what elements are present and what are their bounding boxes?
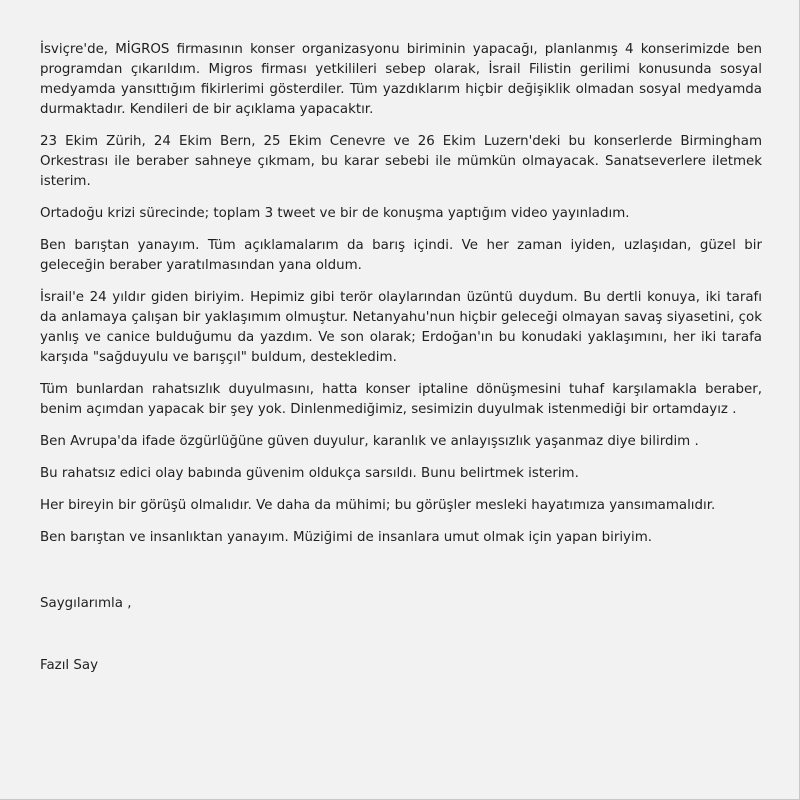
paragraph-7: Ben Avrupa'da ifade özgürlüğüne güven duyulur, karanlık ve anlayışsızlık yaşanmaz diye bilirdim . <box>40 434 699 449</box>
closing-salutation: Saygılarımla , <box>40 596 132 611</box>
paragraph-10: Ben barıştan ve insanlıktan yanayım. Müziğimi de insanlara umut olmak için yapan biriyim. <box>40 530 653 545</box>
signature-name: Fazıl Say <box>40 658 99 673</box>
paragraph-6: Tüm bunlardan rahatsızlık duyulmasını, hatta konser iptaline dönüşmesini tuhaf karşılamakla beraber, benim açımdan yapacak bir şey yok. Dinlenmediğimiz, sesimizin duyulmak istenmediği bir ortamdayız . <box>40 382 762 417</box>
paragraph-2: 23 Ekim Zürih, 24 Ekim Bern, 25 Ekim Cenevre ve 26 Ekim Luzern'deki bu konserlerde Birmingham Orkestrası ile beraber sahneye çıkmam, bu karar sebebi ile mümkün olmayacak. Sanatseverlere iletmek isterim. <box>40 134 762 189</box>
letter-body <box>40 40 762 676</box>
paragraph-8: Bu rahatsız edici olay babında güvenim oldukça sarsıldı. Bunu belirtmek isterim. <box>40 466 579 481</box>
paragraph-3: Ortadoğu krizi sürecinde; toplam 3 tweet ve bir de konuşma yaptığım video yayınladım. <box>40 206 630 221</box>
paragraph-4: Ben barıştan yanayım. Tüm açıklamalarım da barış içindi. Ve her zaman iyiden, uzlaşıdan, güzel bir geleceğin beraber yaratılmasından yana oldum. <box>40 238 762 273</box>
paragraph-9: Her bireyin bir görüşü olmalıdır. Ve daha da mühimi; bu görüşler mesleki hayatımıza yansımamalıdır. <box>40 498 716 513</box>
paragraph-1: İsviçre'de, MİGROS firmasının konser organizasyonu biriminin yapacağı, planlanmış 4 konserimizde ben programdan çıkarıldım. Migros firması yetkilileri sebep olarak, İsrail Filistin gerilimi konusunda sosyal medyamda yansıttığım fikirlerimi gösterdiler. Tüm yazdıklarım hiçbir değişiklik olmadan sosyal medyamda durmaktadır. Kendileri de bir açıklama yapacaktır. <box>40 42 762 117</box>
paragraph-5: İsrail'e 24 yıldır giden biriyim. Hepimiz gibi terör olaylarından üzüntü duydum. Bu dertli konuya, iki tarafı da anlamaya çalışan bir yaklaşımım olmuştur. Netanyahu'nun hiçbir geleceği olmayan savaş siyasetini, çok yanlış ve canice bulduğumu da yazdım. Ve son olarak; Erdoğan'ın bu konudaki yaklaşımını, her iki tarafa karşıda "sağduyulu ve barışçıl" buldum, destekledim. <box>40 290 762 365</box>
